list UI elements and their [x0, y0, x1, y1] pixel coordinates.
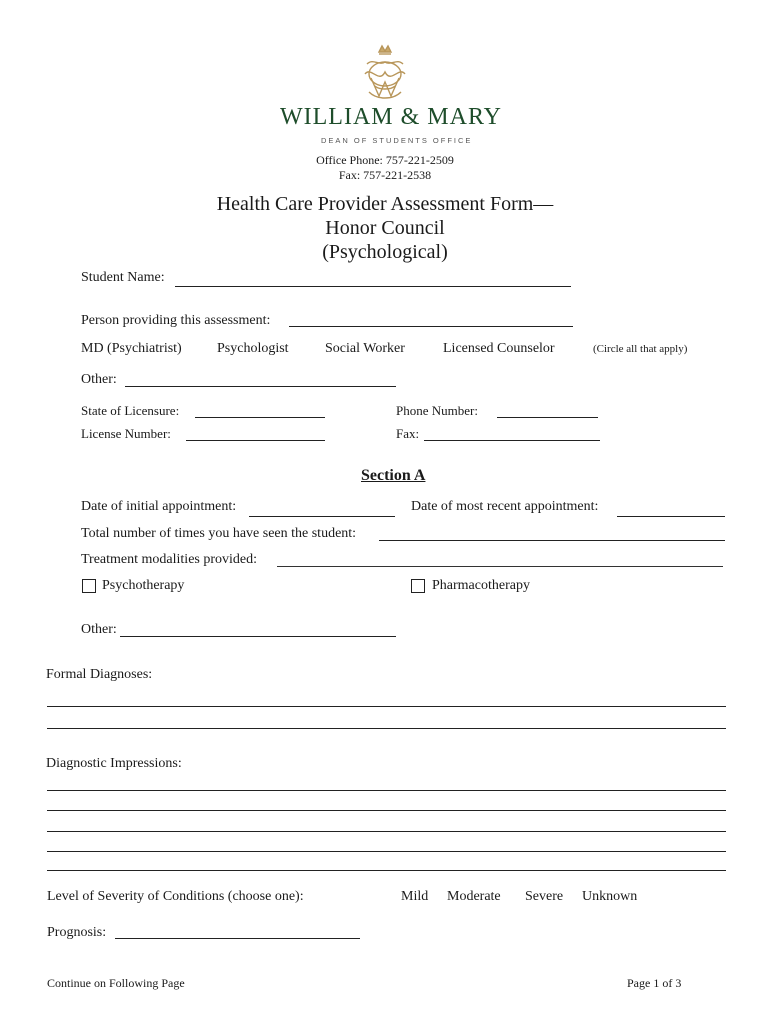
total-times-field[interactable]	[379, 540, 725, 541]
provider-psychologist[interactable]: Psychologist	[217, 341, 289, 356]
date-initial-field[interactable]	[249, 516, 395, 517]
pharmacotherapy-checkbox[interactable]	[411, 579, 425, 593]
prognosis-label: Prognosis:	[47, 925, 107, 940]
office-phone: Office Phone: 757-221-2509	[316, 153, 454, 167]
provider-social-worker[interactable]: Social Worker	[325, 341, 405, 356]
license-number-field[interactable]	[186, 440, 325, 441]
student-name-field[interactable]	[175, 286, 571, 287]
provider-licensed-counselor[interactable]: Licensed Counselor	[443, 341, 555, 356]
office-fax: Fax: 757-221-2538	[338, 168, 432, 182]
form-title-line2: Honor Council	[325, 217, 445, 239]
fax-label: Fax:	[396, 426, 420, 441]
severity-moderate[interactable]: Moderate	[447, 889, 501, 904]
pharmacotherapy-label: Pharmacotherapy	[432, 578, 530, 593]
crest-logo	[357, 44, 413, 104]
psychotherapy-label: Psychotherapy	[102, 578, 185, 593]
impressions-line-3[interactable]	[47, 831, 726, 832]
circle-all-note: (Circle all that apply)	[593, 343, 688, 355]
license-number-label: License Number:	[81, 426, 171, 441]
fax-field[interactable]	[424, 440, 600, 441]
date-initial-label: Date of initial appointment:	[81, 499, 237, 514]
other-provider-label: Other:	[81, 372, 117, 387]
modalities-label: Treatment modalities provided:	[81, 552, 258, 567]
severity-unknown[interactable]: Unknown	[582, 889, 638, 904]
formal-diagnoses-label: Formal Diagnoses:	[46, 667, 153, 682]
state-licensure-field[interactable]	[195, 417, 325, 418]
impressions-line-4[interactable]	[47, 851, 726, 852]
severity-mild[interactable]: Mild	[401, 889, 429, 904]
other-provider-field[interactable]	[125, 386, 396, 387]
severity-severe[interactable]: Severe	[525, 889, 564, 904]
prognosis-field[interactable]	[115, 938, 360, 939]
severity-label: Level of Severity of Conditions (choose one):	[47, 889, 304, 904]
person-providing-label: Person providing this assessment:	[81, 313, 271, 328]
form-title-line3: (Psychological)	[322, 241, 448, 263]
other-modality-label: Other:	[81, 622, 117, 637]
logo-wordmark: WILLIAM & MARY	[280, 104, 502, 130]
phone-number-field[interactable]	[497, 417, 598, 418]
student-name-label: Student Name:	[81, 270, 165, 285]
date-recent-field[interactable]	[617, 516, 725, 517]
form-title-line1: Health Care Provider Assessment Form—	[216, 193, 554, 215]
provider-md[interactable]: MD (Psychiatrist)	[81, 341, 182, 356]
diagnostic-impressions-label: Diagnostic Impressions:	[46, 756, 182, 771]
person-providing-field[interactable]	[289, 326, 573, 327]
date-recent-label: Date of most recent appointment:	[411, 499, 599, 514]
state-licensure-label: State of Licensure:	[81, 403, 180, 418]
psychotherapy-checkbox[interactable]	[82, 579, 96, 593]
formal-diagnoses-line-2[interactable]	[47, 728, 726, 729]
other-modality-field[interactable]	[120, 636, 396, 637]
logo-subtitle: DEAN OF STUDENTS OFFICE	[321, 136, 473, 145]
impressions-line-1[interactable]	[47, 790, 726, 791]
total-times-label: Total number of times you have seen the student:	[81, 526, 357, 541]
modalities-field[interactable]	[277, 566, 723, 567]
formal-diagnoses-line-1[interactable]	[47, 706, 726, 707]
continue-note: Continue on Following Page	[47, 976, 185, 990]
impressions-line-5[interactable]	[47, 870, 726, 871]
impressions-line-2[interactable]	[47, 810, 726, 811]
phone-number-label: Phone Number:	[396, 403, 478, 418]
page-number: Page 1 of 3	[627, 976, 682, 990]
section-a-heading: Section A	[361, 467, 426, 484]
